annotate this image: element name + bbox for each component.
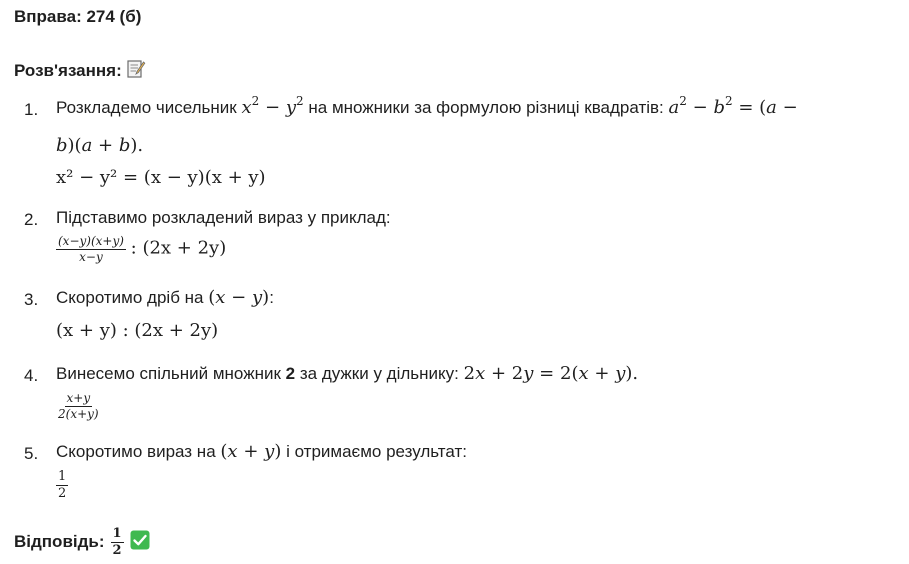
- step-4-math: [56, 392, 101, 420]
- step-4-bold: 2: [285, 364, 296, 383]
- step-1-text-b: на множники за формулою різниці квадратів:: [308, 98, 664, 117]
- answer-line: [14, 527, 150, 557]
- fraction-denominator: x−y: [79, 249, 103, 264]
- fraction-numerator: (x−y)(x+y): [58, 234, 124, 248]
- step-4-text-b: за дужки у дільнику:: [299, 364, 459, 383]
- step-3-factor: (x − y): [208, 287, 270, 308]
- step-number: 2.: [24, 210, 39, 229]
- step-5-text-b: і отримаємо результат:: [286, 442, 467, 461]
- solution-heading: [14, 59, 146, 84]
- step-2-fraction: [56, 235, 126, 263]
- step-4-fraction: [56, 392, 101, 420]
- step-1-expression: $x^2 - y^2$: [241, 94, 304, 118]
- fraction-denominator: 2: [112, 542, 122, 558]
- step-5-line: [56, 441, 467, 462]
- step-5-text-a: Скоротимо вираз на: [56, 442, 216, 461]
- fraction-denominator: 2(x+y): [58, 406, 99, 421]
- step-4-expression: 2x + 2y = 2(x + y).: [463, 363, 639, 384]
- check-mark-icon: [130, 530, 150, 555]
- memo-icon: [126, 59, 146, 84]
- step-3-colon: :: [269, 288, 274, 307]
- step-1-math: x² − y² = (x − y)(x + y): [56, 167, 266, 188]
- answer-fraction: [111, 527, 124, 557]
- step-number: 5.: [24, 444, 39, 463]
- fraction-numerator: x+y: [66, 391, 91, 405]
- step-1-text-a: Розкладемо чисельник: [56, 98, 237, 117]
- step-2-math: [56, 235, 226, 263]
- step-1-formula-start: $a^2 - b^2 = (a$ −: [668, 94, 798, 118]
- step-number: 3.: [24, 290, 39, 309]
- step-3-line: [56, 287, 274, 308]
- fraction-numerator: 1: [58, 469, 67, 484]
- step-5-fraction: [56, 470, 68, 500]
- step-2-rest: : (2x + 2y): [130, 237, 227, 259]
- step-5-math: [56, 470, 68, 500]
- fraction-denominator: 2: [58, 485, 67, 501]
- step-3-math: (x + y) : (2x + 2y): [56, 320, 219, 341]
- step-1-line-1: [56, 94, 798, 118]
- solution-label: Розв'язання:: [14, 60, 122, 80]
- step-number: 4.: [24, 366, 39, 385]
- fraction-numerator: 1: [112, 526, 122, 541]
- answer-label: Відповідь:: [14, 532, 105, 552]
- step-4-line: [56, 363, 638, 384]
- step-3-text: Скоротимо дріб на: [56, 288, 204, 307]
- step-5-factor: (x + y): [220, 441, 282, 462]
- step-4-text-a: Винесемо спільний множник: [56, 364, 281, 383]
- step-2-text: Підставимо розкладений вираз у приклад:: [56, 208, 391, 227]
- step-1-formula-end: b)(a + b).: [56, 135, 144, 156]
- step-number: 1.: [24, 100, 39, 119]
- exercise-title: Вправа: 274 (б): [14, 7, 142, 26]
